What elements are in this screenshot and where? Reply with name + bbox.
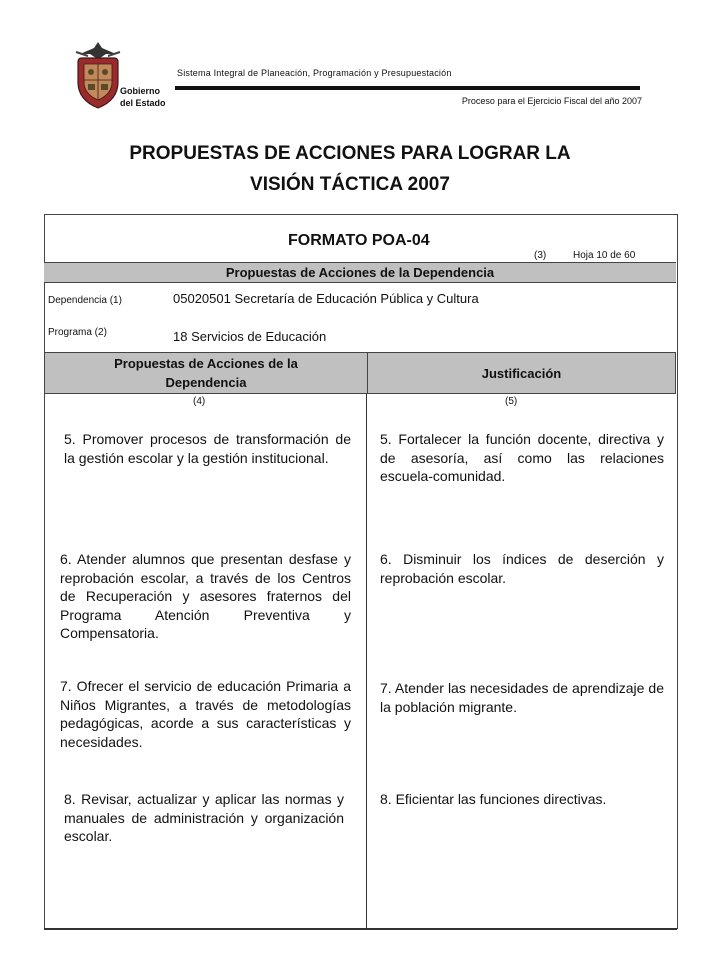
column-header-actions: [44, 352, 368, 394]
column-number-actions: (4): [193, 396, 206, 407]
column-header-justification-label: Justificación: [481, 365, 562, 381]
form-frame-bottom: [44, 928, 677, 930]
page-title: [40, 138, 660, 200]
process-label: Proceso para el Ejercicio Fiscal del año 2007: [461, 96, 642, 106]
justification-cell-7: 7. Atender las necesidades de aprendizaje de la población migrante.: [380, 680, 664, 715]
action-cell-7: 7. Ofrecer el servicio de educación Primaria a Niños Migrantes, a través de metodologías pedagógicas, acorde a sus características y necesidades.: [60, 678, 351, 750]
sheet-ref: (3): [534, 250, 547, 261]
dependencia-label: Dependencia (1): [48, 295, 122, 306]
justification-cell-8: 8. Eficientar las funciones directivas.: [380, 791, 607, 807]
programa-value: 18 Servicios de Educación: [173, 329, 327, 344]
section-header: Propuestas de Acciones de la Dependencia: [44, 262, 676, 283]
programa-label: Programa (2): [48, 327, 107, 338]
page-title-line2: VISIÓN TÁCTICA 2007: [250, 174, 450, 195]
column-header-actions-label: Propuestas de Acciones de la Dependencia: [114, 356, 298, 390]
justification-cell-6: 6. Disminuir los índices de deserción y reprobación escolar.: [380, 551, 664, 586]
page-title-line1: PROPUESTAS DE ACCIONES PARA LOGRAR LA: [129, 143, 571, 164]
action-cell-5: 5. Promover procesos de transformación de la gestión escolar y la gestión institucional.: [64, 431, 351, 466]
header-rule: [175, 86, 640, 90]
action-cell-8: 8. Revisar, actualizar y aplicar las normas y manuales de administración y organización escolar.: [64, 791, 344, 844]
government-label-line1: Gobierno: [120, 86, 160, 96]
column-number-justification: (5): [505, 396, 518, 407]
government-label-line2: del Estado: [120, 98, 166, 108]
column-divider: [366, 394, 367, 928]
justification-cell-5: 5. Fortalecer la función docente, directiva y de asesoría, así como las relaciones escuela-comunidad.: [380, 431, 664, 484]
system-title: Sistema Integral de Planeación, Programación y Presupuestación: [177, 68, 452, 78]
column-header-justification: [367, 352, 676, 394]
form-name: FORMATO POA-04: [288, 232, 430, 249]
action-cell-6: 6. Atender alumnos que presentan desfase y reprobación escolar, a través de los Centros de Recuperación y asesores fraternos del Programa Atención Preventiva y Compensatoria.: [60, 551, 351, 641]
state-seal-icon: [70, 40, 126, 110]
government-label: [120, 85, 166, 109]
sheet-number: Hoja 10 de 60: [573, 250, 636, 261]
dependencia-value: 05020501 Secretaría de Educación Pública y Cultura: [173, 291, 479, 306]
